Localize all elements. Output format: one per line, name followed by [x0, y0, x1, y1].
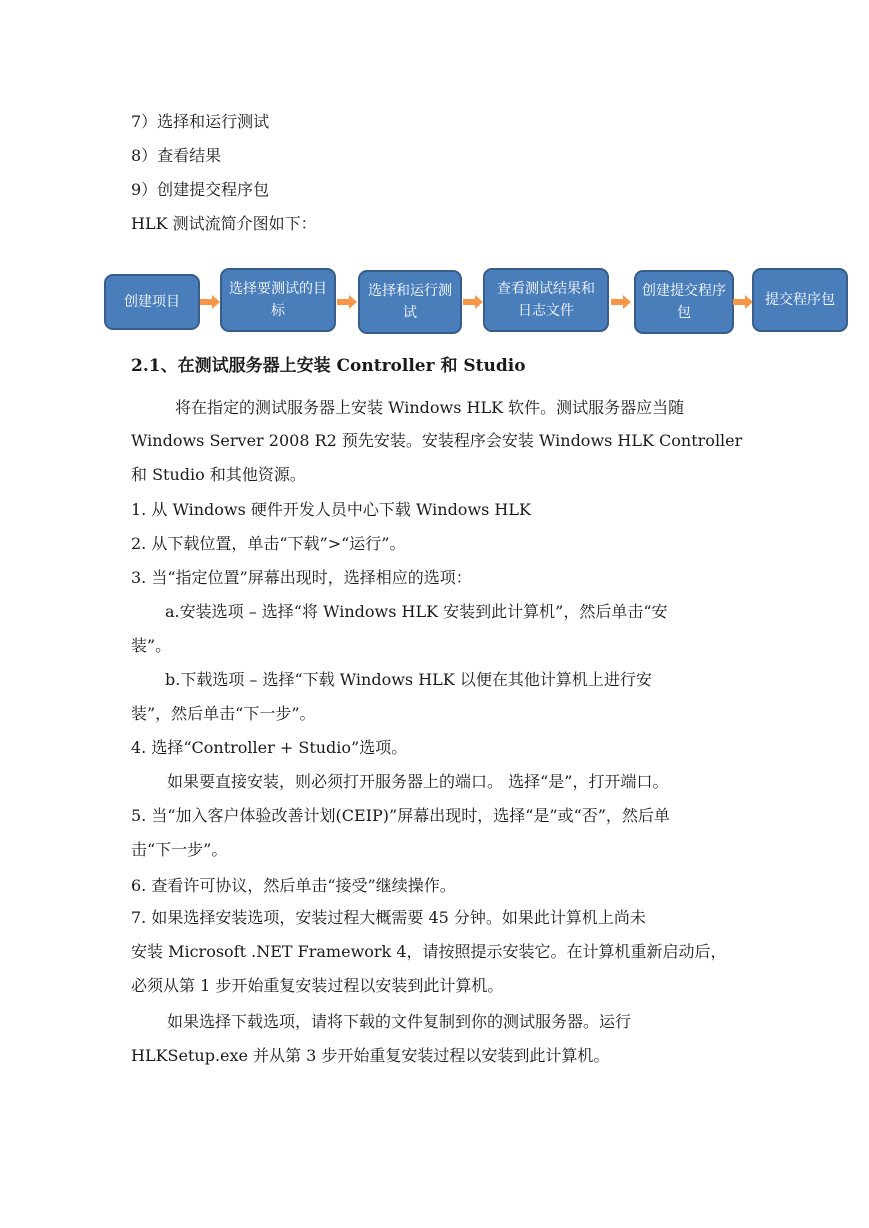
body-line: a.安装选项 – 选择“将 Windows HLK 安装到此计算机”，然后单击“安: [165, 602, 668, 621]
body-line: 1. 从 Windows 硬件开发人员中心下载 Windows HLK: [131, 500, 531, 519]
flow-step-run-tests: 选择和运行测试: [358, 270, 462, 334]
body-line: 安装 Microsoft .NET Framework 4，请按照提示安装它。在计算机重新启动后，: [131, 942, 727, 961]
body-line: b.下载选项 – 选择“下载 Windows HLK 以便在其他计算机上进行安: [165, 670, 652, 689]
body-line: Windows Server 2008 R2 预先安装。安装程序会安装 Windows HLK Controller: [131, 431, 743, 450]
body-line: 6. 查看许可协议，然后单击“接受”继续操作。: [131, 876, 456, 895]
flow-step-create-project: 创建项目: [104, 274, 200, 330]
flow-step-select-targets: 选择要测试的目标: [220, 268, 336, 332]
body-line: 3. 当“指定位置”屏幕出现时，选择相应的选项：: [131, 568, 472, 587]
body-line: 2. 从下载位置，单击“下载”>“运行”。: [131, 534, 406, 553]
body-line: 7. 如果选择安装选项，安装过程大概需要 45 分钟。如果此计算机上尚未: [131, 908, 646, 927]
hlk-flow-diagram: [104, 268, 848, 334]
body-line: 将在指定的测试服务器上安装 Windows HLK 软件。测试服务器应当随: [175, 398, 685, 417]
flow-arrow-icon: [200, 295, 220, 309]
body-line: HLKSetup.exe 并从第 3 步开始重复安装过程以安装到此计算机。: [131, 1046, 610, 1065]
flow-arrow-icon: [463, 295, 483, 309]
body-line: 必须从第 1 步开始重复安装过程以安装到此计算机。: [131, 976, 504, 995]
body-line: 和 Studio 和其他资源。: [131, 465, 306, 484]
flow-arrow-icon: [611, 295, 631, 309]
section-heading: 2.1、在测试服务器上安装 Controller 和 Studio: [131, 356, 526, 376]
flow-step-submit-package: 提交程序包: [752, 268, 848, 332]
body-line: 4. 选择“Controller + Studio”选项。: [131, 738, 408, 757]
body-line: 如果选择下载选项，请将下载的文件复制到你的测试服务器。运行: [167, 1012, 632, 1031]
flow-step-create-package: 创建提交程序包: [634, 270, 734, 334]
flow-arrow-icon: [337, 295, 357, 309]
body-line: 如果要直接安装，则必须打开服务器上的端口。 选择“是”，打开端口。: [167, 772, 669, 791]
body-line: 5. 当“加入客户体验改善计划(CEIP)”屏幕出现时，选择“是”或“否”，然后单: [131, 806, 670, 825]
list-item-7: 7）选择和运行测试: [131, 112, 270, 131]
list-item-8: 8）查看结果: [131, 146, 222, 165]
body-line: 装”，然后单击“下一步”。: [131, 704, 316, 723]
flow-intro-text: HLK 测试流简介图如下：: [131, 214, 317, 233]
body-line: 装”。: [131, 636, 172, 655]
flow-step-view-results: 查看测试结果和日志文件: [483, 268, 609, 332]
body-line: 击“下一步”。: [131, 840, 228, 859]
flow-arrow-icon: [733, 295, 753, 309]
list-item-9: 9）创建提交程序包: [131, 180, 270, 199]
